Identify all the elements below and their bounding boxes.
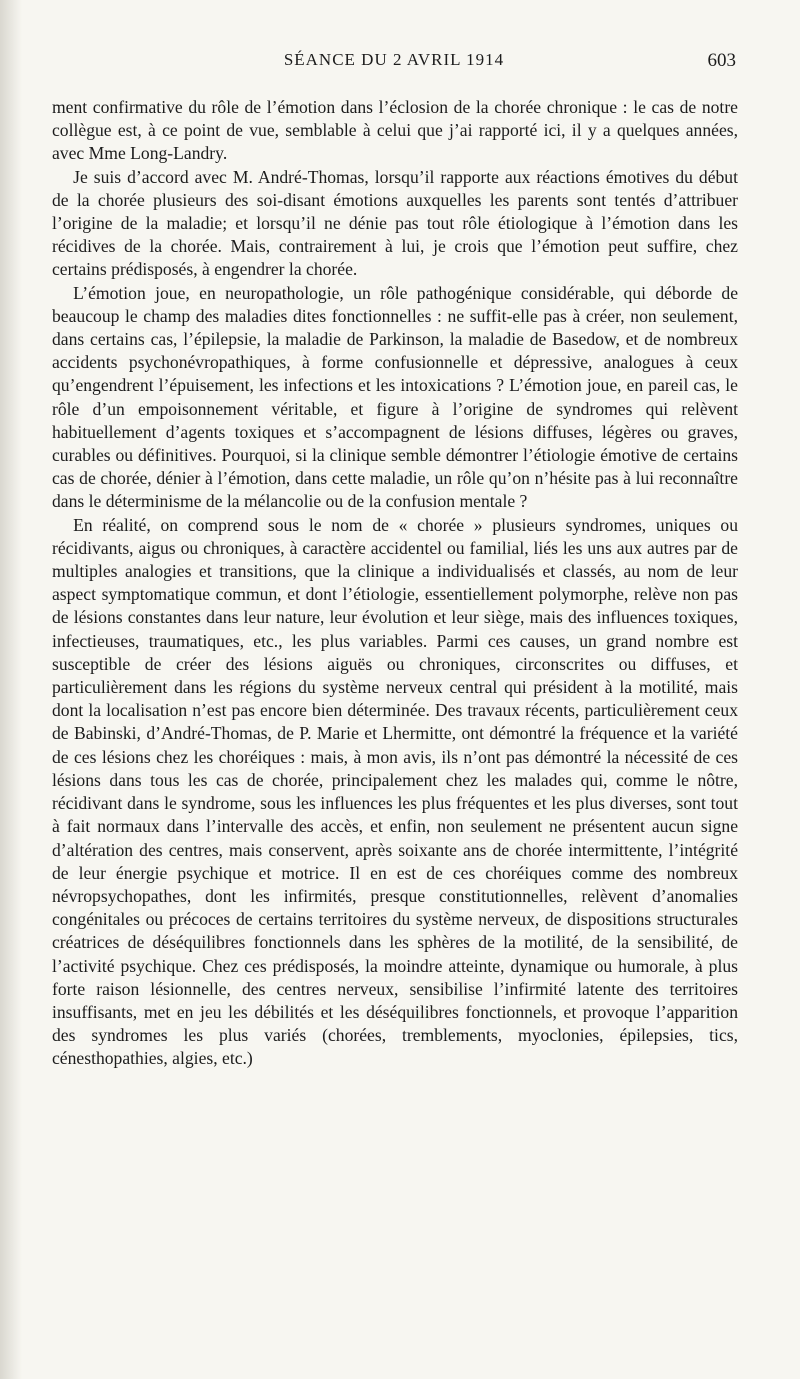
- page-number: 603: [707, 50, 736, 71]
- paragraph-1: ment confirmative du rôle de l’émotion dans l’éclosion de la chorée chronique : le cas de notre collègue est, à ce point de vue, semblable à celui que j’ai rapporté ici, il y a quelques années, avec Mme Long-Landry.: [52, 97, 738, 164]
- paragraph-4: En réalité, on comprend sous le nom de « chorée » plusieurs syndromes, uniques ou récidivants, aigus ou chroniques, à caractère accidentel ou familial, liés les uns aux autres par de multiples analogies et transitions, que la clinique a individualisés et classés, au nom de leur aspect symptomatique commun, et dont l’étiologie, essentiellement polymorphe, relève non pas de lésions constantes dans leur nature, leur évolution et leur siège, mais des influences toxiques, infectieuses, traumatiques, etc., les plus variables. Parmi ces causes, un grand nombre est susceptible de créer des lésions aiguës ou chroniques, circonscrites ou diffuses, et particulièrement dans les régions du système nerveux central qui président à la motilité, mais dont la localisation n’est pas encore bien déterminée. Des travaux récents, particulièrement ceux de Babinski, d’André-Thomas, de P. Marie et Lhermitte, ont démontré la fréquence et la variété de ces lésions chez les choréiques : mais, à mon avis, ils n’ont pas démontré la nécessité de ces lésions dans tous les cas de chorée, principalement chez les malades qui, comme le nôtre, récidivant dans le syndrome, sous les influences les plus fréquentes et les plus diverses, sont tout à fait normaux dans l’intervalle des accès, et enfin, non seulement ne présentent aucun signe d’altération des centres, mais conservent, après soixante ans de chorée intermittente, l’intégrité de leur énergie psychique et motrice. Il en est de ces choréiques comme des nombreux névropsychopathes, dont les infirmités, presque constitutionnelles, relèvent d’anomalies congénitales ou précoces de certains territoires du système nerveux, de dispositions structurales créatrices de déséquilibres fonctionnels dans les sphères de la motilité, de la sensibilité, de l’activité psychique. Chez ces prédisposés, la moindre atteinte, dynamique ou humorale, à plus forte raison lésionnelle, des centres nerveux, sensibilise l’infirmité latente des territoires insuffisants, met en jeu les débilités et les déséquilibres fonctionnels, et provoque l’apparition des syndromes les plus variés (chorées, tremblements, myoclonies, épilepsies, tics, cénesthopathies, algies, etc.): [52, 514, 738, 1069]
- paragraph-3: L’émotion joue, en neuropathologie, un rôle pathogénique considérable, qui déborde de beaucoup le champ des maladies dites fonctionnelles : ne suffit-elle pas à créer, non seulement, dans certains cas, l’épilepsie, la maladie de Parkinson, la maladie de Basedow, et de nombreux accidents psychonévropathiques, à forme confusionnelle et dépressive, analogues à ceux qu’engendrent l’épuisement, les infections et les intoxications ? L’émotion joue, en pareil cas, le rôle d’un empoisonnement véritable, et figure à l’origine de syndromes qui relèvent habituellement d’agents toxiques et s’accompagnent de lésions diffuses, légères ou graves, curables ou définitives. Pourquoi, si la clinique semble démontrer l’étiologie émotive de certains cas de chorée, dénier à l’émotion, dans cette maladie, un rôle qu’on n’hésite pas à lui reconnaître dans le déterminisme de la mélancolie ou de la confusion mentale ?: [52, 282, 738, 512]
- page-edge-shadow: [0, 0, 22, 1379]
- body-text: [52, 96, 738, 1071]
- page-header: [52, 50, 736, 80]
- paragraph-2: Je suis d’accord avec M. André-Thomas, lorsqu’il rapporte aux réactions émotives du début de la chorée plusieurs des soi-disant émotions auxquelles les parents sont tentés d’attribuer l’origine de la maladie; et lorsqu’il ne dénie pas tout rôle étiologique à l’émotion dans les récidives de la chorée. Mais, contrairement à lui, je crois que l’émotion peut suffire, chez certains prédisposés, à engendrer la chorée.: [52, 166, 738, 280]
- running-title: SÉANCE DU 2 AVRIL 1914: [283, 50, 505, 69]
